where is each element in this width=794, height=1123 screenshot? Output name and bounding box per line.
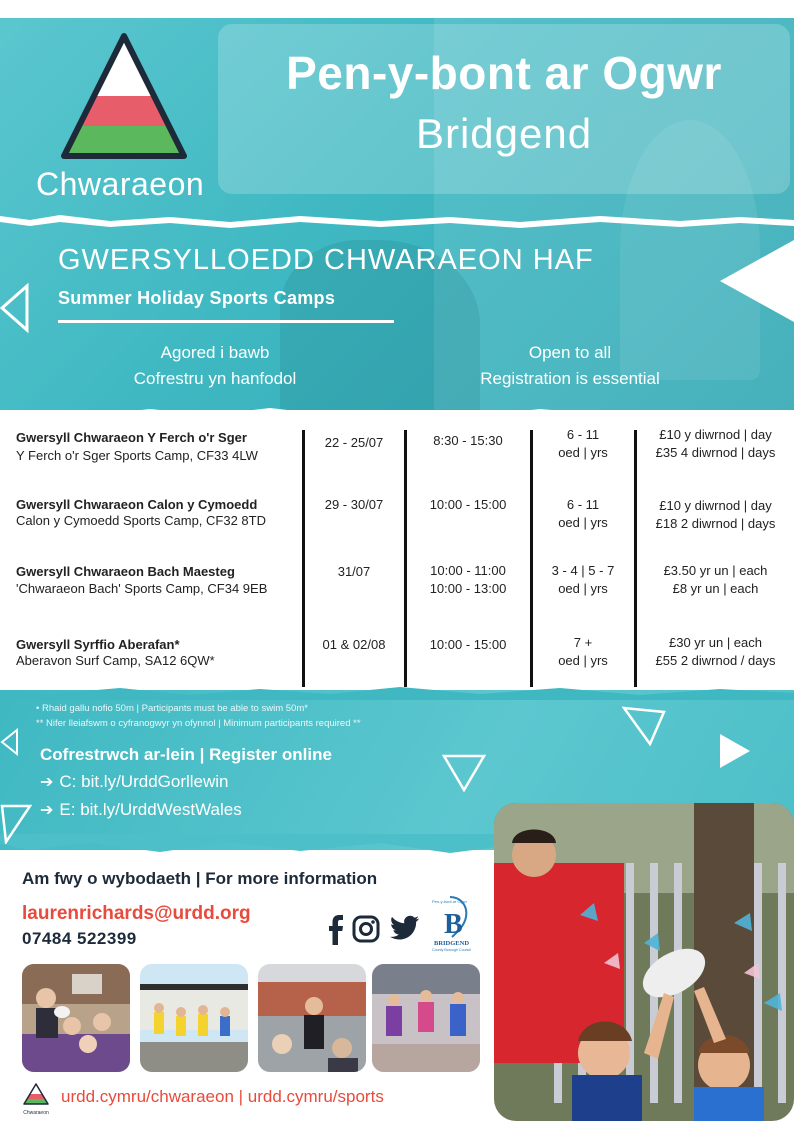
decorative-triangle-icon: [442, 752, 486, 792]
logo-text: Chwaraeon: [36, 166, 205, 202]
camp-name-english: 'Chwaraeon Bach' Sports Camp, CF34 9EB: [16, 581, 268, 596]
registration-line: Cofrestru yn hanfodol: [133, 369, 297, 388]
camp-name-welsh: Gwersyll Chwaraeon Bach Maesteg: [16, 564, 235, 579]
partner-text-bottom: County Borough Council: [432, 948, 471, 952]
camp-prices: [637, 634, 794, 670]
swim-note: • Rhaid gallu nofio 50m | Participants must be able to swim 50m*: [36, 703, 308, 714]
partner-letter: B: [444, 909, 463, 940]
partner-name: BRIDGEND: [434, 940, 470, 947]
decorative-triangle-icon: [0, 728, 20, 756]
camp-times: [407, 562, 529, 598]
age-range: 7 +: [573, 635, 593, 650]
minimum-note: ** Nifer lleiafswm o cyfranogwyr yn ofynnol | Minimum participants required **: [36, 718, 361, 729]
link-text[interactable]: C: bit.ly/UrddGorllewin: [59, 772, 229, 791]
price-line: £18 2 diwrnod | days: [655, 516, 776, 531]
torn-paper-edge: [0, 682, 794, 700]
open-line: Open to all: [528, 343, 612, 362]
footer-logo: [22, 1082, 50, 1116]
age-unit: oed | yrs: [558, 581, 608, 596]
bridgend-council-logo: [430, 893, 476, 953]
register-link-welsh[interactable]: [40, 772, 229, 792]
title-panel: [218, 24, 790, 194]
photo-children-football: [140, 964, 248, 1072]
price-line: £55 2 diwrnod / days: [655, 653, 776, 668]
title-english: Bridgend: [415, 110, 593, 157]
partner-text-top: Pen-y-bont ar Ogwr: [432, 899, 467, 904]
price-line: £35 4 diwrnod | days: [655, 445, 776, 460]
title-welsh: Pen-y-bont ar Ogwr: [286, 47, 722, 99]
twitter-icon[interactable]: [390, 915, 420, 941]
price-line: £8 yr un | each: [672, 581, 759, 596]
age-unit: oed | yrs: [558, 515, 608, 530]
price-line: £10 y diwrnod | day: [659, 427, 772, 442]
camp-name-english: Calon y Cymoedd Sports Camp, CF32 8TD: [16, 513, 266, 528]
decorative-triangle-icon: [622, 704, 666, 746]
camp-times: 10:00 - 15:00: [429, 497, 507, 512]
photo-rugby-catch: [494, 803, 794, 1121]
chwaraeon-logo: [36, 28, 212, 203]
heading-underline: [58, 320, 394, 323]
camp-times: 8:30 - 15:30: [433, 433, 503, 448]
price-line: £3.50 yr un | each: [663, 563, 768, 578]
open-to-all-english: [440, 340, 700, 392]
photo-children-rugby: [22, 964, 130, 1072]
registration-line: Registration is essential: [480, 369, 660, 388]
photo-children-exercise: [372, 964, 480, 1072]
camp-name-english: Y Ferch o'r Sger Sports Camp, CF33 4LW: [16, 448, 258, 463]
facebook-icon[interactable]: [327, 915, 345, 945]
decorative-triangle-icon: [0, 282, 30, 334]
camp-ages: [533, 426, 633, 462]
instagram-icon[interactable]: [352, 915, 380, 943]
link-text[interactable]: E: bit.ly/UrddWestWales: [59, 800, 242, 819]
camp-prices: [637, 497, 794, 533]
torn-paper-edge: [0, 212, 794, 232]
top-edge: [0, 0, 794, 18]
footer-logo-text: Chwaraeon: [23, 1110, 49, 1116]
arrow-right-icon: ➔: [40, 802, 54, 819]
time-slot: 10:00 - 11:00: [430, 563, 506, 578]
camp-prices: [637, 426, 794, 462]
camp-times: 10:00 - 15:00: [429, 637, 507, 652]
age-range: 6 - 11: [566, 427, 600, 442]
register-title: Cofrestrwch ar-lein | Register online: [40, 745, 332, 764]
triangle-flag-icon: [56, 28, 192, 164]
arrow-right-icon: ➔: [40, 774, 54, 791]
camp-name-english: Aberavon Surf Camp, SA12 6QW*: [16, 653, 215, 668]
camp-dates: 22 - 25/07: [324, 435, 384, 450]
price-line: £10 y diwrnod | day: [659, 498, 772, 513]
camp-dates: 29 - 30/07: [324, 497, 384, 512]
contact-email[interactable]: laurenrichards@urdd.org: [22, 903, 251, 924]
contact-phone[interactable]: 07484 522399: [22, 929, 137, 948]
camps-heading-welsh: GWERSYLLOEDD CHWARAEON HAF: [58, 244, 594, 276]
camp-prices: [637, 562, 794, 598]
age-range: 3 - 4 | 5 - 7: [551, 563, 615, 578]
photo-coach-group: [258, 964, 366, 1072]
register-link-english[interactable]: [40, 800, 242, 820]
decorative-triangle-icon: [0, 802, 32, 844]
camp-ages: [533, 562, 633, 598]
footer-links[interactable]: urdd.cymru/chwaraeon | urdd.cymru/sports: [61, 1087, 384, 1106]
time-slot: 10:00 - 13:00: [429, 581, 507, 596]
more-info-title: Am fwy o wybodaeth | For more information: [22, 869, 378, 888]
age-unit: oed | yrs: [558, 653, 608, 668]
camp-dates: 01 & 02/08: [322, 637, 386, 652]
open-to-all-welsh: [100, 340, 330, 392]
age-range: 6 - 11: [566, 497, 600, 512]
camp-name-welsh: Gwersyll Chwaraeon Y Ferch o'r Sger: [16, 430, 247, 445]
camp-dates: 31/07: [337, 564, 371, 579]
price-line: £30 yr un | each: [669, 635, 762, 650]
open-line: Agored i bawb: [160, 343, 270, 362]
decorative-triangle-icon: [720, 236, 794, 326]
camp-name-welsh: Gwersyll Syrffio Aberafan*: [16, 637, 180, 652]
camp-name-welsh: Gwersyll Chwaraeon Calon y Cymoedd: [16, 497, 258, 512]
torn-paper-edge: [0, 404, 794, 428]
camp-ages: [533, 634, 633, 670]
decorative-triangle-icon: [718, 732, 752, 770]
age-unit: oed | yrs: [558, 445, 608, 460]
camp-ages: [533, 496, 633, 532]
camps-heading-english: Summer Holiday Sports Camps: [58, 288, 336, 308]
triangle-flag-icon: [22, 1082, 50, 1106]
